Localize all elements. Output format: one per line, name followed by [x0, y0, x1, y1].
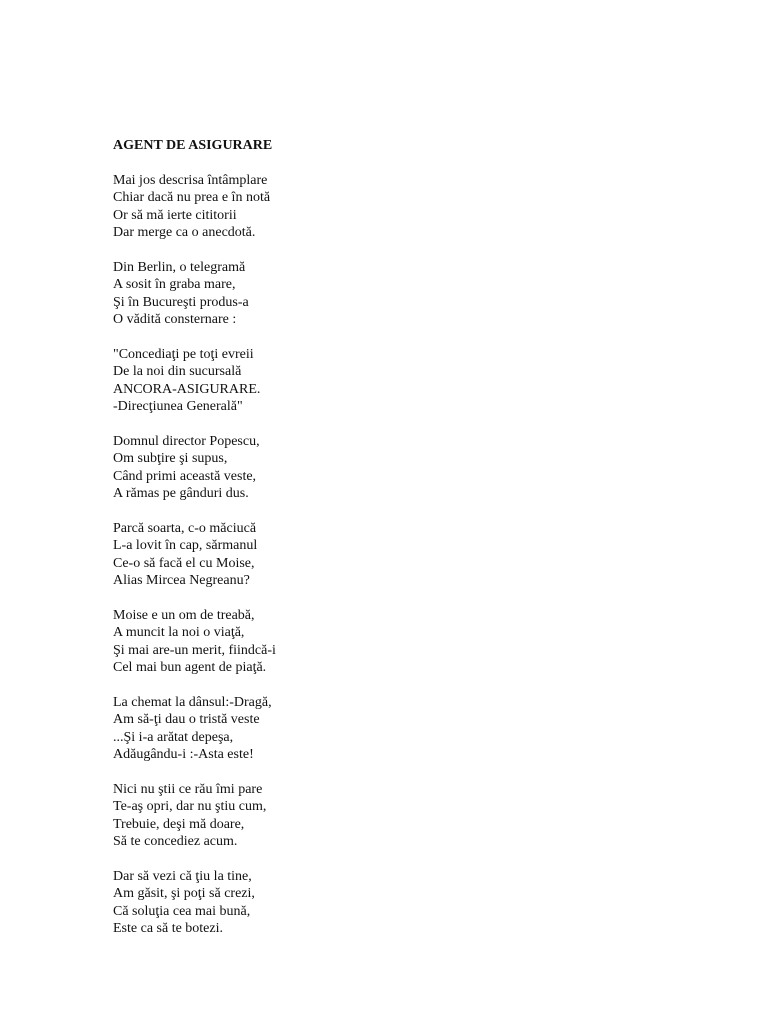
- poem-line: L-a lovit în cap, sărmanul: [113, 538, 258, 554]
- stanza-5: [113, 520, 673, 590]
- stanza-2: [113, 259, 673, 329]
- poem-title: AGENT DE ASIGURARE: [113, 138, 273, 153]
- poem-line: ...Şi i-a arătat depeşa,: [113, 729, 234, 745]
- poem-line: Nici nu ştii ce rău îmi pare: [113, 781, 263, 797]
- stanza-3: [113, 346, 673, 416]
- poem-line: Când primi această veste,: [113, 468, 257, 484]
- poem-line: Adăugându-i :-Asta este!: [113, 747, 254, 763]
- poem-line: Chiar dacă nu prea e în notă: [113, 190, 271, 206]
- poem-line: Cel mai bun agent de piaţă.: [113, 660, 267, 676]
- poem-line: Alias Mircea Negreanu?: [113, 573, 250, 589]
- stanza-4: [113, 433, 673, 503]
- poem-line: ANCORA-ASIGURARE.: [113, 381, 261, 397]
- poem-line: Te-aş opri, dar nu ştiu cum,: [113, 799, 267, 815]
- poem-line: Domnul director Popescu,: [113, 433, 260, 449]
- stanza-9: [113, 868, 673, 938]
- poem-line: Parcă soarta, c-o măciucă: [113, 520, 257, 536]
- poem-line: -Direcţiunea Generală": [113, 399, 243, 415]
- poem-line: De la noi din sucursală: [113, 364, 242, 380]
- document-page: [113, 137, 673, 955]
- stanza-7: [113, 694, 673, 764]
- poem-line: Mai jos descrisa întâmplare: [113, 172, 268, 188]
- poem-line: Şi în Bucureşti produs-a: [113, 294, 249, 310]
- poem-line: Am găsit, şi poţi să crezi,: [113, 886, 255, 902]
- poem-line: La chemat la dânsul:-Dragă,: [113, 694, 272, 710]
- poem-line: "Concediaţi pe toţi evreii: [113, 346, 254, 362]
- poem-line: Că soluţia cea mai bună,: [113, 903, 251, 919]
- poem-body: [113, 172, 673, 938]
- poem-line: Ce-o să facă el cu Moise,: [113, 555, 255, 571]
- poem-line: Am să-ţi dau o tristă veste: [113, 712, 260, 728]
- poem-line: Şi mai are-un merit, fiindcă-i: [113, 642, 276, 658]
- stanza-6: [113, 607, 673, 677]
- poem-line: A rămas pe gânduri dus.: [113, 486, 249, 502]
- stanza-8: [113, 781, 673, 851]
- poem-line: Este ca să te botezi.: [113, 921, 224, 937]
- poem-line: Să te concediez acum.: [113, 834, 238, 850]
- poem-line: A muncit la noi o viaţă,: [113, 625, 245, 641]
- poem-line: Dar merge ca o anecdotă.: [113, 225, 256, 241]
- poem-line: Or să mă ierte cititorii: [113, 207, 237, 223]
- poem-line: Trebuie, deşi mă doare,: [113, 816, 245, 832]
- poem-line: Om subţire şi supus,: [113, 451, 228, 467]
- poem-line: Din Berlin, o telegramă: [113, 259, 246, 275]
- poem-line: O vădită consternare :: [113, 312, 237, 328]
- poem-line: Moise e un om de treabă,: [113, 607, 255, 623]
- poem-line: Dar să vezi că ţiu la tine,: [113, 868, 252, 884]
- poem-line: A sosit în graba mare,: [113, 277, 236, 293]
- stanza-1: [113, 172, 673, 242]
